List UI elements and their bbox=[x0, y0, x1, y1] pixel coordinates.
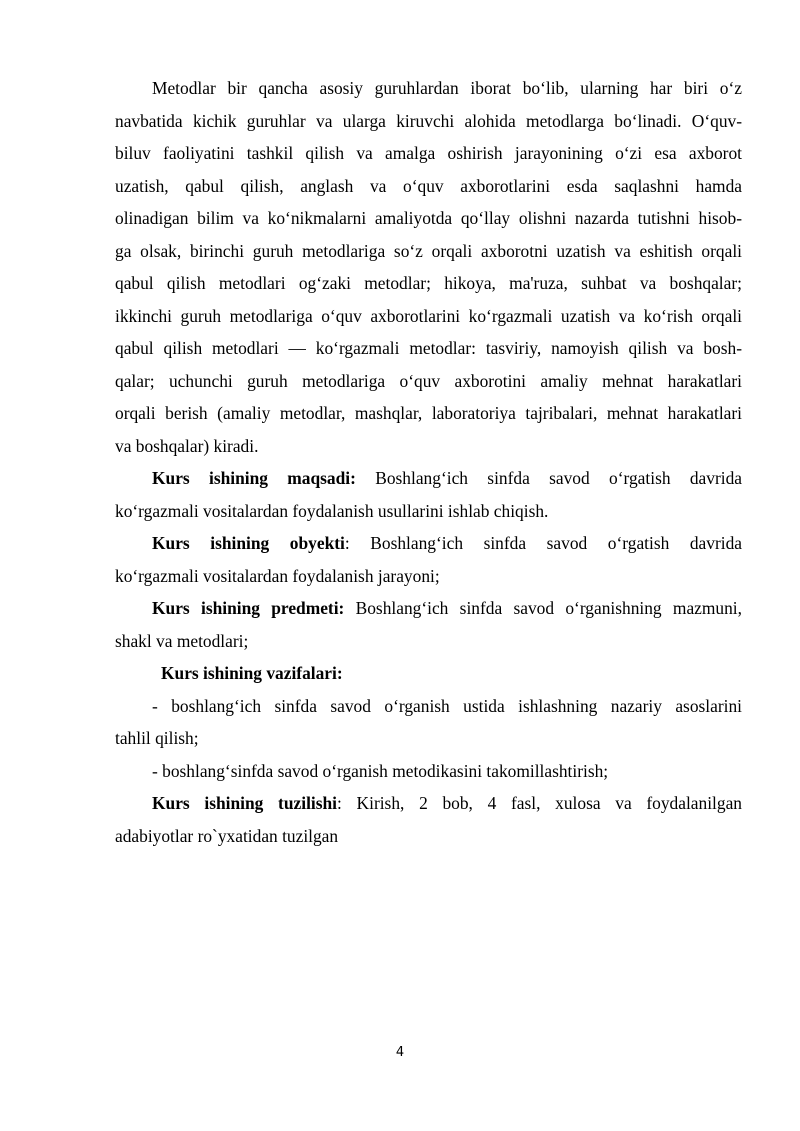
vazifalari-section bbox=[115, 657, 742, 787]
paragraph-line: orqali berish (amaliy metodlar, mashqlar, laboratoriya tajribalari, mehnat harakatlari bbox=[115, 403, 742, 423]
tuzilishi-paragraph bbox=[115, 787, 742, 852]
list-item-line: - boshlang‘sinfda savod o‘rganish metodikasini takomillashtirish; bbox=[152, 760, 609, 781]
list-item-line: tahlil qilish; bbox=[115, 728, 199, 748]
paragraph-line: qalar; uchunchi guruh metodlariga o‘quv axborotini amaliy mehnat harakatlari bbox=[115, 370, 742, 391]
paragraph-line: ga olsak, birinchi guruh metodlariga so‘z orqali axborotni uzatish va eshitish orqali bbox=[115, 240, 742, 261]
page-number: 4 bbox=[395, 1045, 405, 1060]
paragraph-line: shakl va metodlari; bbox=[115, 630, 249, 651]
paragraph-line: olinadigan bilim va ko‘nikmalarni amaliyotda qo‘llay olishni nazarda tutishni hisob- bbox=[115, 208, 742, 228]
maqsadi-paragraph bbox=[115, 462, 742, 527]
document-page bbox=[115, 72, 742, 852]
paragraph-line bbox=[115, 527, 742, 560]
paragraph-line: ko‘rgazmali vositalardan foydalanish jarayoni; bbox=[115, 565, 440, 586]
paragraph-line: Metodlar bir qancha asosiy guruhlardan iborat bo‘lib, ularning har biri o‘z bbox=[152, 78, 742, 98]
intro-paragraph bbox=[115, 72, 742, 462]
paragraph-line: ko‘rgazmali vositalardan foydalanish usullarini ishlab chiqish. bbox=[115, 500, 549, 521]
tuzilishi-text: : Kirish, 2 bob, 4 fasl, xulosa va foydalanilgan bbox=[337, 793, 742, 813]
paragraph-line: navbatida kichik guruhlar va ularga kiruvchi alohida metodlarga bo‘linadi. O‘quv- bbox=[115, 110, 742, 131]
tuzilishi-label: Kurs ishining tuzilishi bbox=[152, 793, 338, 813]
vazifalari-heading: Kurs ishining vazifalari: bbox=[161, 663, 343, 683]
paragraph-line bbox=[115, 462, 742, 495]
paragraph-line: qabul qilish metodlari — ko‘rgazmali metodlar: tasviriy, namoyish qilish va bosh- bbox=[115, 338, 742, 358]
maqsadi-label: Kurs ishining maqsadi: bbox=[152, 468, 356, 488]
paragraph-line: biluv faoliyatini tashkil qilish va amalga oshirish jarayonining o‘zi esa axborot bbox=[115, 143, 742, 163]
paragraph-line: adabiyotlar ro`yxatidan tuzilgan bbox=[115, 825, 339, 846]
obyekti-label: Kurs ishining obyekti bbox=[152, 533, 345, 553]
paragraph-line: va boshqalar) kiradi. bbox=[115, 435, 259, 456]
paragraph-line bbox=[115, 592, 742, 625]
obyekti-text: : Boshlang‘ich sinfda savod o‘rgatish davrida bbox=[344, 533, 742, 553]
paragraph-line: qabul qilish metodlari og‘zaki metodlar; hikoya, ma'ruza, suhbat va boshqalar; bbox=[115, 273, 742, 293]
predmeti-paragraph bbox=[115, 592, 742, 657]
predmeti-label: Kurs ishining predmeti: bbox=[152, 598, 345, 618]
paragraph-line: ikkinchi guruh metodlariga o‘quv axborotlarini ko‘rgazmali uzatish va ko‘rish orqali bbox=[115, 305, 742, 326]
paragraph-line bbox=[115, 787, 742, 820]
list-item-line: - boshlang‘ich sinfda savod o‘rganish ustida ishlashning nazariy asoslarini bbox=[152, 695, 742, 716]
predmeti-text: Boshlang‘ich sinfda savod o‘rganishning mazmuni, bbox=[344, 598, 742, 618]
paragraph-line: uzatish, qabul qilish, anglash va o‘quv axborotlarini esda saqlashni hamda bbox=[115, 175, 742, 196]
maqsadi-text: Boshlang‘ich sinfda savod o‘rgatish davrida bbox=[355, 468, 742, 488]
obyekti-paragraph bbox=[115, 527, 742, 592]
